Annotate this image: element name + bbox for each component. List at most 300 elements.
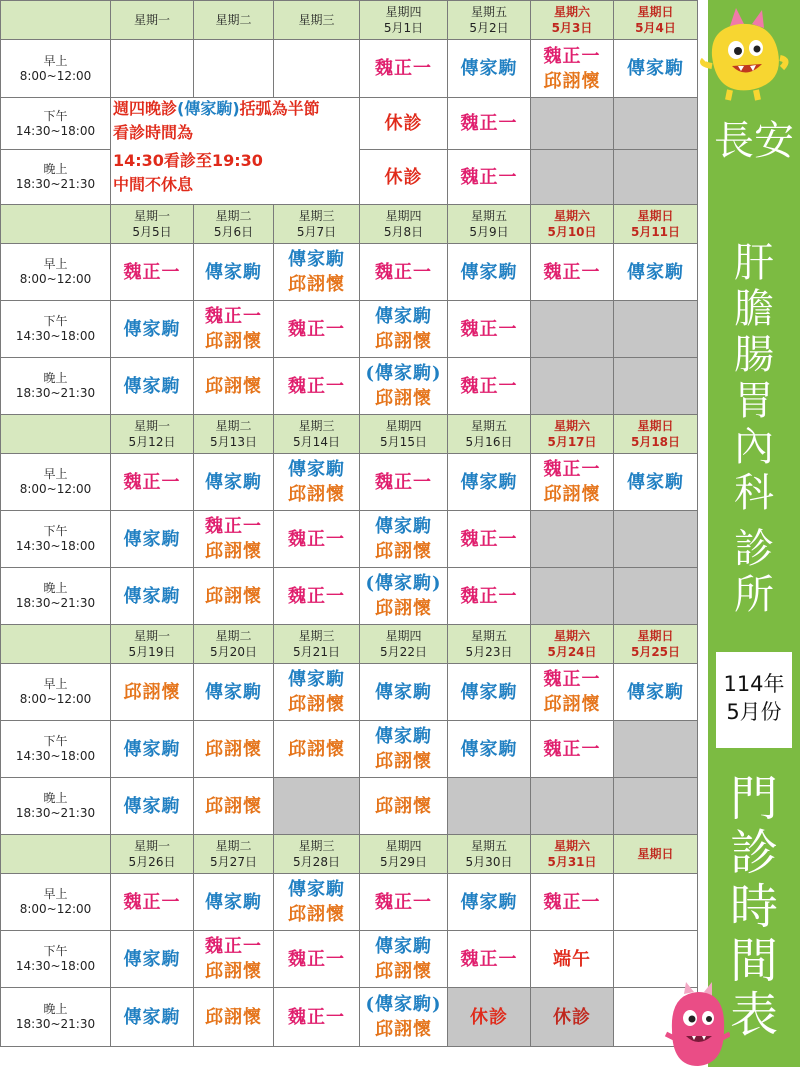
schedule-cell: [448, 568, 531, 625]
doctor-name: 邱詡懷: [543, 484, 601, 505]
day-header: [614, 1, 698, 40]
slot-name: 下午: [43, 524, 68, 538]
slot-row-evening: [1, 988, 698, 1047]
closed-cell: [531, 988, 614, 1047]
sidebar-banner: [708, 0, 800, 1067]
slot-name: 晚上: [43, 371, 68, 385]
slot-row-morning: [1, 454, 698, 511]
schedule-cell: [531, 721, 614, 778]
doctor-name: 魏正一: [460, 318, 518, 340]
schedule-cell: [448, 664, 531, 721]
slot-label: [1, 301, 111, 358]
day-of-week: 星期日: [637, 629, 674, 643]
day-date: 5月19日: [128, 645, 176, 659]
closed-label: 休診: [470, 1006, 508, 1028]
doctor-name: 邱詡懷: [288, 274, 345, 295]
week-header-row: [1, 415, 698, 454]
slot-label: [1, 721, 111, 778]
closed-cell: [531, 358, 614, 415]
doctor-name: 邱詡懷: [375, 331, 432, 352]
doctor-name: 魏正一: [460, 113, 518, 134]
closed-cell: [448, 988, 531, 1047]
doctor-name: 休診: [384, 113, 423, 134]
department-name: 肝 膽 腸 胃 內 科: [734, 240, 774, 516]
closed-cell: [531, 778, 614, 835]
day-header: [360, 205, 448, 244]
day-date: 5月16日: [465, 435, 513, 449]
doctor-name: 傳家駒: [627, 58, 684, 79]
closed-cell: [614, 721, 698, 778]
closed-cell: [614, 358, 698, 415]
header-corner: [1, 1, 111, 40]
doctor-name: 魏正一: [205, 516, 262, 537]
day-of-week: 星期五: [470, 839, 507, 853]
header-corner: [1, 415, 111, 454]
day-date: 5月7日: [296, 225, 337, 239]
doctor-name: 魏正一: [288, 375, 345, 397]
day-header: [274, 1, 360, 40]
doctor-name: 魏正一: [123, 891, 181, 913]
schedule-cell: [448, 358, 531, 415]
day-date: 5月26日: [128, 855, 176, 869]
schedule-cell: [360, 778, 448, 835]
day-of-week: 星期一: [133, 13, 170, 27]
day-of-week: 星期四: [385, 5, 422, 19]
schedule-cell: [614, 664, 698, 721]
schedule-cell: [360, 301, 448, 358]
schedule-cell: [194, 454, 274, 511]
slot-label: [1, 874, 111, 931]
doctor-name: 魏正一: [205, 306, 262, 327]
schedule-cell: [614, 874, 698, 931]
day-date: 5月11日: [630, 225, 681, 239]
schedule-cell: [360, 721, 448, 778]
schedule-cell: [194, 778, 274, 835]
slot-name: 晚上: [43, 581, 68, 595]
schedule-cell: [111, 664, 194, 721]
slot-name: 晚上: [43, 791, 68, 805]
doctor-name: 傳家駒: [627, 261, 684, 283]
schedule-cell: [194, 301, 274, 358]
doctor-name: 魏正一: [288, 528, 345, 550]
schedule-cell: [111, 931, 194, 988]
closed-cell: [531, 301, 614, 358]
doctor-name: 魏正一: [460, 948, 518, 970]
schedule-cell: [448, 40, 531, 98]
schedule-title: 門 診 時 間 表: [729, 771, 778, 1043]
doctor-name: 邱詡懷: [205, 1006, 262, 1028]
closed-cell: [614, 150, 698, 205]
slot-name: 早上: [43, 887, 68, 901]
slot-name: 下午: [43, 944, 68, 958]
closed-cell: [614, 98, 698, 150]
day-date: 5月31日: [547, 855, 597, 869]
day-header: [274, 205, 360, 244]
schedule-cell: [194, 40, 274, 98]
slot-row-afternoon: [1, 511, 698, 568]
schedule-cell: [614, 40, 698, 98]
slot-name: 下午: [43, 108, 68, 123]
doctor-name: 傳家駒: [205, 891, 262, 913]
day-header: [614, 205, 698, 244]
year-label: 114年: [723, 672, 785, 696]
schedule-cell: [531, 664, 614, 721]
day-date: 5月27日: [210, 855, 257, 869]
slot-row-morning: [1, 244, 698, 301]
day-date: 5月15日: [380, 435, 427, 449]
closed-label: 休診: [553, 1006, 591, 1028]
day-of-week: 星期三: [298, 629, 335, 643]
doctor-name: 魏正一: [288, 948, 345, 970]
doctor-name: 傳家駒: [460, 738, 518, 760]
slot-time: 14:30~18:00: [15, 749, 96, 763]
day-date: 5月5日: [132, 225, 172, 239]
doctor-name: 魏正一: [123, 471, 181, 493]
doctor-name: 傳家駒: [123, 585, 181, 607]
doctor-name: 邱詡懷: [375, 541, 432, 562]
day-of-week: 星期一: [133, 209, 170, 223]
doctor-name: 休診: [384, 166, 423, 188]
schedule-cell: [614, 244, 698, 301]
closed-cell: [448, 778, 531, 835]
doctor-name: 端午: [553, 948, 591, 970]
slot-name: 早上: [43, 677, 68, 691]
doctor-name: 傳家駒: [288, 249, 345, 270]
doctor-name: 魏正一: [460, 585, 518, 607]
note-line-1: 週四晚診(傳家駒)括弧為半節: [113, 99, 320, 118]
closed-cell: [531, 150, 614, 205]
schedule-cell: [274, 358, 360, 415]
doctor-name: 邱詡懷: [288, 694, 345, 715]
slot-time: 14:30~18:00: [15, 329, 96, 343]
doctor-name: 魏正一: [460, 166, 518, 188]
slot-label: [1, 664, 111, 721]
note-line-3: 14:30看診至19:30: [113, 151, 263, 170]
day-header: [531, 205, 614, 244]
day-of-week: 星期五: [470, 5, 507, 19]
schedule-cell: [111, 244, 194, 301]
day-header: [531, 835, 614, 874]
doctor-name: 傳家駒: [460, 58, 518, 79]
doctor-name: 邱詡懷: [205, 738, 262, 760]
day-header: [111, 625, 194, 664]
evening-note-cell: [111, 98, 360, 205]
schedule-cell: [274, 511, 360, 568]
doctor-name: 魏正一: [375, 471, 432, 493]
day-date: 5月20日: [210, 645, 257, 659]
doctor-name: 邱詡懷: [375, 388, 432, 409]
schedule-cell: [194, 988, 274, 1047]
day-of-week: 星期日: [637, 5, 674, 19]
slot-time: 18:30~21:30: [15, 386, 96, 400]
day-of-week: 星期二: [215, 13, 252, 27]
day-header: [448, 835, 531, 874]
slot-label: [1, 931, 111, 988]
schedule-cell: [111, 568, 194, 625]
schedule-cell: [111, 721, 194, 778]
day-header: [531, 1, 614, 40]
closed-cell: [531, 568, 614, 625]
slot-row-afternoon: [1, 721, 698, 778]
schedule-cell: [274, 988, 360, 1047]
doctor-name: 傳家駒: [288, 459, 345, 480]
slot-name: 晚上: [43, 162, 68, 176]
clinic-label: 診 所: [734, 526, 774, 618]
doctor-name: 魏正一: [543, 738, 601, 760]
slot-label: [1, 568, 111, 625]
day-of-week: 星期日: [637, 209, 674, 223]
slot-time: 18:30~21:30: [15, 806, 96, 820]
doctor-name: 魏正一: [123, 261, 181, 283]
day-of-week: 星期四: [385, 419, 422, 433]
schedule-cell: [448, 150, 531, 205]
schedule-cell: [360, 511, 448, 568]
slot-name: 早上: [43, 467, 68, 481]
day-date: 5月29日: [380, 855, 427, 869]
schedule-cell: [531, 454, 614, 511]
week-header-row: [1, 1, 698, 40]
day-header: [531, 415, 614, 454]
day-of-week: 星期二: [215, 629, 252, 643]
doctor-name: 傳家駒: [375, 936, 432, 957]
doctor-name: 邱詡懷: [375, 751, 432, 772]
day-header: [614, 835, 698, 874]
doctor-name: 傳家駒: [205, 471, 262, 493]
day-header: [531, 625, 614, 664]
slot-time: 18:30~21:30: [15, 1017, 96, 1031]
doctor-name: 魏正一: [543, 45, 601, 67]
doctor-name: 傳家駒: [375, 516, 432, 537]
doctor-name: 邱詡懷: [288, 738, 345, 760]
doctor-name: 傳家駒: [123, 375, 181, 397]
slot-name: 晚上: [43, 1002, 68, 1016]
doctor-name: 傳家駒: [123, 738, 181, 760]
day-header: [448, 415, 531, 454]
schedule-cell: [531, 244, 614, 301]
day-of-week: 星期一: [133, 419, 170, 433]
day-of-week: 星期三: [298, 209, 335, 223]
doctor-name: 傳家駒: [627, 471, 684, 493]
day-header: [614, 415, 698, 454]
day-date: 5月2日: [469, 21, 509, 35]
schedule-cell: [194, 568, 274, 625]
schedule-cell: [360, 988, 448, 1047]
schedule-cell: [531, 40, 614, 98]
schedule-cell: [194, 511, 274, 568]
slot-row-afternoon: [1, 931, 698, 988]
doctor-name: 魏正一: [460, 528, 518, 550]
schedule-cell: [274, 568, 360, 625]
day-header: [194, 625, 274, 664]
schedule-cell: [274, 454, 360, 511]
doctor-name: 傳家駒: [123, 528, 181, 550]
schedule-cell: [448, 721, 531, 778]
doctor-name: 傳家駒: [375, 681, 432, 703]
doctor-name: 傳家駒: [375, 726, 432, 747]
slot-time: 18:30~21:30: [15, 177, 96, 191]
doctor-name: 魏正一: [205, 936, 262, 957]
schedule-cell: [111, 778, 194, 835]
day-header: [194, 205, 274, 244]
day-header: [274, 625, 360, 664]
slot-time: 8:00~12:00: [19, 482, 92, 496]
day-date: 5月28日: [293, 855, 340, 869]
slot-row-morning: [1, 664, 698, 721]
schedule-cell: [194, 931, 274, 988]
day-date: 5月10日: [547, 225, 597, 239]
slot-label: [1, 454, 111, 511]
day-of-week: 星期六: [553, 5, 590, 19]
slot-label: [1, 511, 111, 568]
schedule-cell: [360, 98, 448, 150]
header-corner: [1, 205, 111, 244]
doctor-name: (傳家駒): [365, 573, 442, 594]
doctor-name: 傳家駒: [627, 681, 684, 703]
day-header: [360, 625, 448, 664]
schedule-cell: [274, 931, 360, 988]
schedule-cell: [448, 454, 531, 511]
slot-row-afternoon: [1, 98, 698, 150]
schedule-cell: [531, 874, 614, 931]
schedule-cell: [360, 40, 448, 98]
day-of-week: 星期二: [215, 839, 252, 853]
doctor-name: 魏正一: [543, 669, 601, 690]
schedule-cell: [274, 664, 360, 721]
schedule-cell: [274, 40, 360, 98]
doctor-name: 邱詡懷: [123, 681, 181, 703]
pink-monster-icon: [664, 980, 730, 1067]
day-header: [111, 205, 194, 244]
schedule-cell: [360, 568, 448, 625]
schedule-cell: [274, 244, 360, 301]
doctor-name: 邱詡懷: [205, 541, 262, 562]
day-header: [194, 415, 274, 454]
schedule-cell: [111, 454, 194, 511]
slot-row-morning: [1, 40, 698, 98]
slot-label: [1, 988, 111, 1047]
day-header: [111, 835, 194, 874]
day-date: 5月12日: [128, 435, 176, 449]
day-of-week: 星期六: [553, 629, 590, 643]
day-header: [360, 415, 448, 454]
day-header: [448, 205, 531, 244]
slot-row-afternoon: [1, 301, 698, 358]
slot-time: 14:30~18:00: [15, 123, 96, 138]
doctor-name: 傳家駒: [123, 1006, 181, 1028]
doctor-name: 傳家駒: [123, 795, 181, 817]
schedule-cell: [448, 244, 531, 301]
closed-cell: [274, 778, 360, 835]
slot-name: 早上: [43, 53, 68, 68]
schedule-cell: [448, 931, 531, 988]
slot-label: [1, 150, 111, 205]
doctor-name: 魏正一: [543, 891, 601, 913]
day-date: 5月4日: [635, 21, 676, 35]
slot-label: [1, 40, 111, 98]
day-of-week: 星期五: [470, 209, 507, 223]
doctor-name: 傳家駒: [205, 261, 262, 283]
day-of-week: 星期四: [385, 629, 422, 643]
doctor-name: 魏正一: [460, 375, 518, 397]
schedule-cell: [448, 301, 531, 358]
doctor-name: 魏正一: [543, 261, 601, 283]
slot-row-evening: [1, 358, 698, 415]
doctor-name: 傳家駒: [205, 681, 262, 703]
doctor-name: (傳家駒): [365, 994, 442, 1015]
week-header-row: [1, 205, 698, 244]
schedule-cell: [194, 244, 274, 301]
header-corner: [1, 835, 111, 874]
doctor-name: 邱詡懷: [375, 795, 432, 817]
schedule-cell: [360, 664, 448, 721]
schedule-cell: [448, 511, 531, 568]
schedule-cell: [360, 931, 448, 988]
schedule-cell: [194, 874, 274, 931]
doctor-name: 傳家駒: [288, 669, 345, 690]
day-header: [448, 1, 531, 40]
clinic-name: 長安: [714, 118, 794, 164]
day-of-week: 星期六: [553, 209, 590, 223]
slot-name: 下午: [43, 314, 68, 328]
doctor-name: 魏正一: [543, 459, 601, 480]
day-of-week: 星期六: [553, 839, 590, 853]
day-of-week: 星期日: [637, 419, 674, 433]
doctor-name: 魏正一: [375, 58, 432, 79]
day-header: [194, 835, 274, 874]
day-of-week: 星期日: [637, 847, 674, 861]
doctor-name: 傳家駒: [375, 306, 432, 327]
day-of-week: 星期三: [298, 839, 335, 853]
schedule-cell: [111, 358, 194, 415]
day-of-week: 星期五: [470, 629, 507, 643]
month-label: 5月份: [726, 700, 782, 724]
doctor-name: 魏正一: [288, 585, 345, 607]
slot-time: 14:30~18:00: [15, 539, 96, 553]
schedule-cell: [194, 358, 274, 415]
doctor-name: 傳家駒: [123, 948, 181, 970]
schedule-cell: [111, 874, 194, 931]
slot-row-evening: [1, 778, 698, 835]
doctor-name: 邱詡懷: [205, 961, 262, 982]
slot-row-evening: [1, 568, 698, 625]
day-date: 5月30日: [465, 855, 513, 869]
day-header: [111, 1, 194, 40]
day-date: 5月22日: [380, 645, 427, 659]
slot-label: [1, 358, 111, 415]
schedule-cell: [360, 358, 448, 415]
doctor-name: 傳家駒: [460, 471, 518, 493]
day-date: 5月21日: [293, 645, 340, 659]
doctor-name: 魏正一: [288, 1006, 345, 1028]
closed-cell: [614, 568, 698, 625]
day-header: [111, 415, 194, 454]
day-date: 5月24日: [547, 645, 597, 659]
day-date: 5月8日: [383, 225, 424, 239]
doctor-name: 傳家駒: [460, 891, 518, 913]
closed-cell: [614, 778, 698, 835]
day-date: 5月13日: [210, 435, 257, 449]
day-date: 5月18日: [630, 435, 681, 449]
day-header: [360, 835, 448, 874]
schedule-cell: [448, 874, 531, 931]
day-date: 5月23日: [465, 645, 513, 659]
doctor-name: 邱詡懷: [543, 70, 601, 92]
schedule-cell: [274, 874, 360, 931]
schedule-cell: [194, 721, 274, 778]
schedule-cell: [111, 511, 194, 568]
yellow-monster-icon: [700, 4, 792, 102]
header-corner: [1, 625, 111, 664]
